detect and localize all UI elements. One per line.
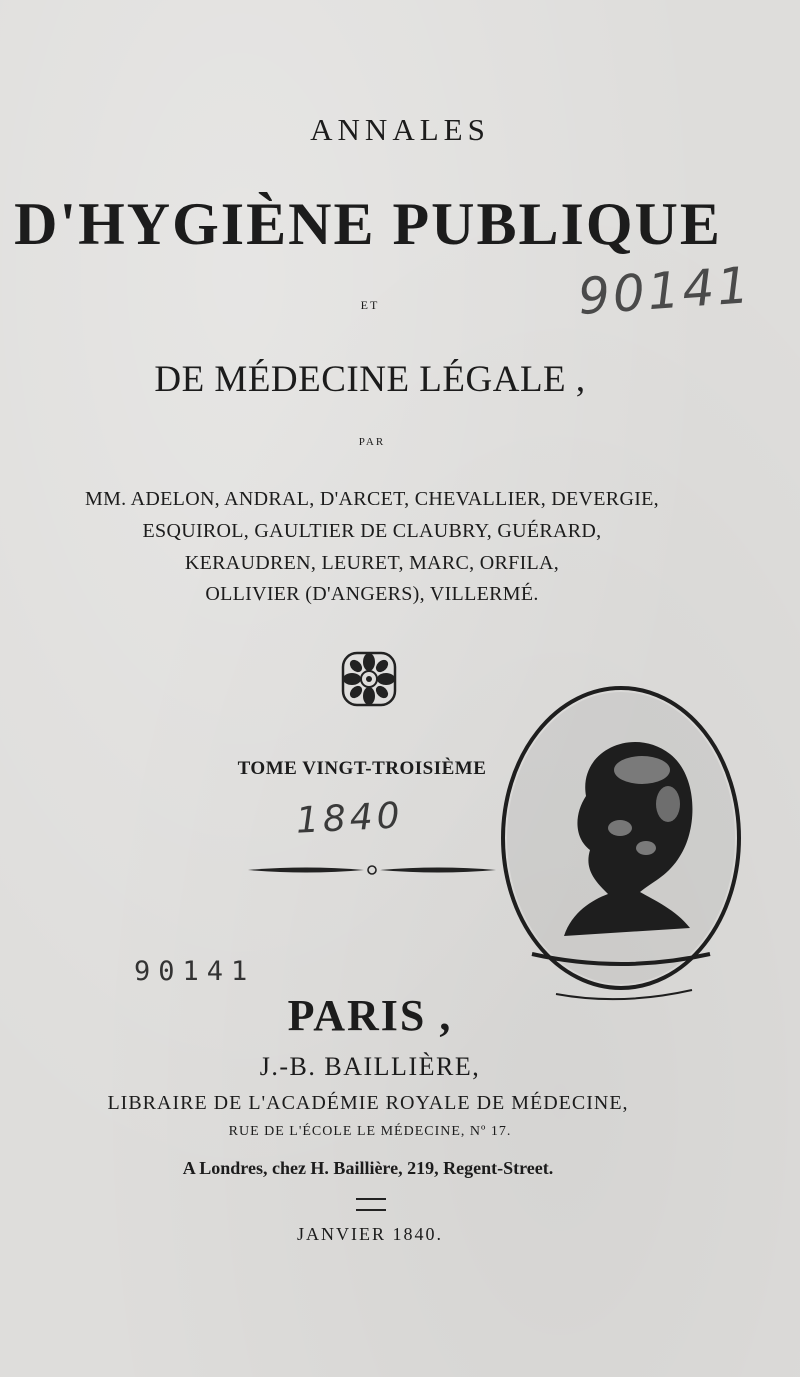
main-title: D'HYGIÈNE PUBLIQUE <box>14 191 722 257</box>
stamped-number: 90141 <box>134 956 256 987</box>
imprint-london: A Londres, chez H. Baillière, 219, Regent-Street. <box>182 1158 554 1178</box>
by-label: PAR <box>358 436 386 448</box>
double-rule <box>356 1198 386 1211</box>
imprint-address: RUE DE L'ÉCOLE LE MÉDECINE, Nº 17. <box>228 1124 512 1139</box>
author-line-4: OLLIVIER (D'ANGERS), VILLERMÉ. <box>205 583 539 605</box>
imprint-city: PARIS , <box>287 991 453 1040</box>
series-overline: ANNALES <box>310 112 490 147</box>
author-line-3: KERAUDREN, LEURET, MARC, ORFILA, <box>184 552 560 574</box>
conjunction: ET <box>360 298 380 312</box>
handwritten-shelfmark: 90141 <box>576 255 754 327</box>
volume-label: TOME VINGT-TROISIÈME <box>237 758 487 779</box>
imprint-date: JANVIER 1840. <box>297 1224 443 1244</box>
library-seal <box>492 678 750 1008</box>
author-line-2: ESQUIROL, GAULTIER DE CLAUBRY, GUÉRARD, <box>142 520 602 542</box>
subtitle: DE MÉDECINE LÉGALE , <box>154 359 586 400</box>
fleuron-icon <box>340 650 398 708</box>
author-line-1: MM. ADELON, ANDRAL, D'ARCET, CHEVALLIER, DEVERGIE, <box>85 488 659 510</box>
handwritten-year: 1840 <box>295 795 405 842</box>
imprint-publisher: J.-B. BAILLIÈRE, <box>259 1052 481 1081</box>
ornamental-rule <box>246 862 498 878</box>
imprint-role: LIBRAIRE DE L'ACADÉMIE ROYALE DE MÉDECINE, <box>107 1092 629 1114</box>
